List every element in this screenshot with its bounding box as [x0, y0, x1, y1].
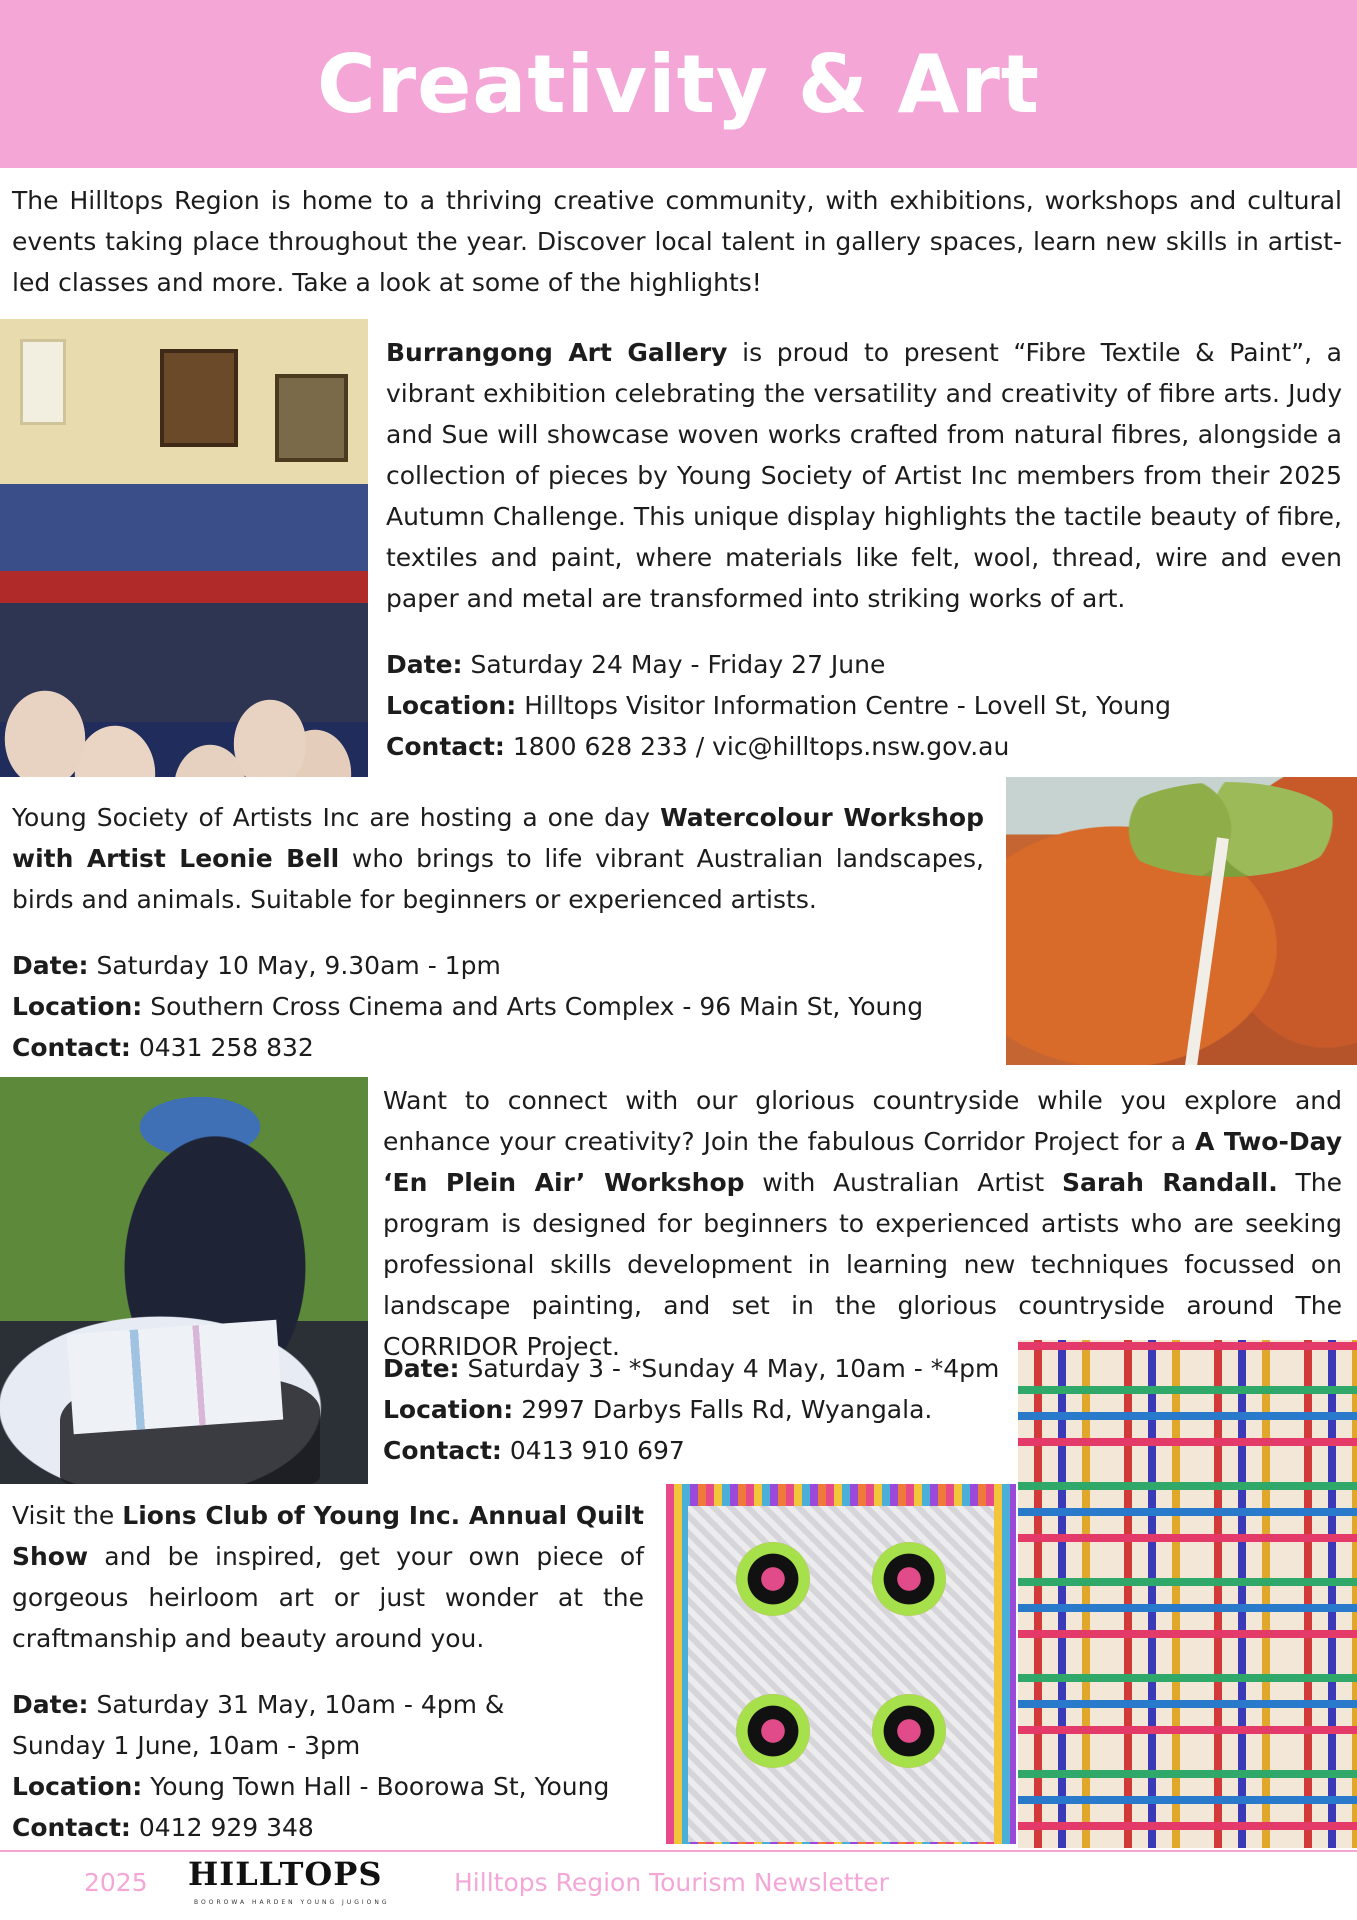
event-gallery-date: Date: Saturday 24 May - Friday 27 June: [386, 650, 886, 679]
event-pleinair-name: A Two-Day ‘En Plein Air’ Workshop: [383, 1127, 1343, 1197]
event-quilt-date: Date: Saturday 31 May, 10am - 4pm &: [12, 1690, 505, 1719]
footer-divider: [0, 1850, 1357, 1852]
event-watercolour-name: Watercolour Workshop with Artist Leonie Bell: [12, 803, 984, 873]
header-banner: [0, 0, 1357, 168]
footer-newsletter-title: Hilltops Region Tourism Newsletter: [454, 1868, 889, 1897]
event-gallery-location: Location: Hilltops Visitor Information Centre - Lovell St, Young: [386, 691, 1171, 720]
event-quilt-name: Lions Club of Young Inc. Annual Quilt Show: [12, 1501, 644, 1571]
hilltops-logo: HILLTOPS: [188, 1855, 383, 1893]
event-quilt-date-line2: Sunday 1 June, 10am - 3pm: [12, 1731, 361, 1760]
event-pleinair-location: Location: 2997 Darbys Falls Rd, Wyangala.: [383, 1395, 933, 1424]
event-watercolour-contact: Contact: 0431 258 832: [12, 1033, 314, 1062]
event-pleinair-description: Want to connect with our glorious countryside while you explore and enhance your creativity? Join the fabulous Corridor Project for a A Two-Day ‘En Plein Air’ Workshop with Australian Artist Sarah Randall. The program is designed for beginners to experienced artists who are seeking professional skills development in learning new techniques focussed on landscape painting, and set in the glorious countryside around The CORRIDOR Project.: [383, 1086, 1343, 1361]
event-quilt-location: Location: Young Town Hall - Boorowa St, Young: [12, 1772, 610, 1801]
event-watercolour-location: Location: Southern Cross Cinema and Arts Complex - 96 Main St, Young: [12, 992, 924, 1021]
event-gallery-details: [386, 644, 1342, 767]
hilltops-logo-tagline: BOOROWA HARDEN YOUNG JUGIONG: [194, 1899, 390, 1906]
event-pleinair-details: [383, 1348, 1023, 1471]
event-gallery-description: Burrangong Art Gallery is proud to present “Fibre Textile & Paint”, a vibrant exhibition celebrating the versatility and creativity of fibre arts. Judy and Sue will showcase woven works crafted from natural fibres, alongside a collection of pieces by Young Society of Artist Inc members from their 2025 Autumn Challenge. This unique display highlights the tactile beauty of fibre, textiles and paint, where materials like felt, wool, thread, wire and even paper and metal are transformed into striking works of art.: [386, 338, 1343, 613]
event-watercolour-date: Date: Saturday 10 May, 9.30am - 1pm: [12, 951, 501, 980]
woven-quilt-image: [1018, 1340, 1357, 1848]
page-title: Creativity & Art: [316, 37, 1041, 131]
event-gallery-contact: Contact: 1800 628 233 / vic@hilltops.nsw.gov.au: [386, 732, 1010, 761]
intro-paragraph: The Hilltops Region is home to a thriving creative community, with exhibitions, workshops and cultural events taking place throughout the year. Discover local talent in gallery spaces, learn new skills in artist-led classes and more. Take a look at some of the highlights!: [12, 186, 1342, 297]
gallery-group-photo: [0, 319, 368, 777]
event-quilt-description: Visit the Lions Club of Young Inc. Annual Quilt Show and be inspired, get your own piece of gorgeous heirloom art or just wonder at the craftmanship and beauty around you.: [12, 1501, 644, 1653]
event-quilt-contact: Contact: 0412 929 348: [12, 1813, 314, 1842]
event-watercolour-details: [12, 945, 992, 1068]
rocks-painting-image: [1006, 777, 1357, 1065]
flower-quilt-image: [666, 1484, 1016, 1844]
event-watercolour-description: Young Society of Artists Inc are hosting a one day Watercolour Workshop with Artist Leonie Bell who brings to life vibrant Australian landscapes, birds and animals. Suitable for beginners or experienced artists.: [12, 803, 984, 914]
event-pleinair-artist: Sarah Randall.: [1062, 1168, 1278, 1197]
event-pleinair-contact: Contact: 0413 910 697: [383, 1436, 685, 1465]
event-quilt-details: [12, 1684, 652, 1848]
event-gallery-name: Burrangong Art Gallery: [386, 338, 728, 367]
footer-year: 2025: [84, 1868, 148, 1897]
event-pleinair-date: Date: Saturday 3 - *Sunday 4 May, 10am - *4pm: [383, 1354, 1000, 1383]
plein-air-painter-photo: [0, 1077, 368, 1484]
